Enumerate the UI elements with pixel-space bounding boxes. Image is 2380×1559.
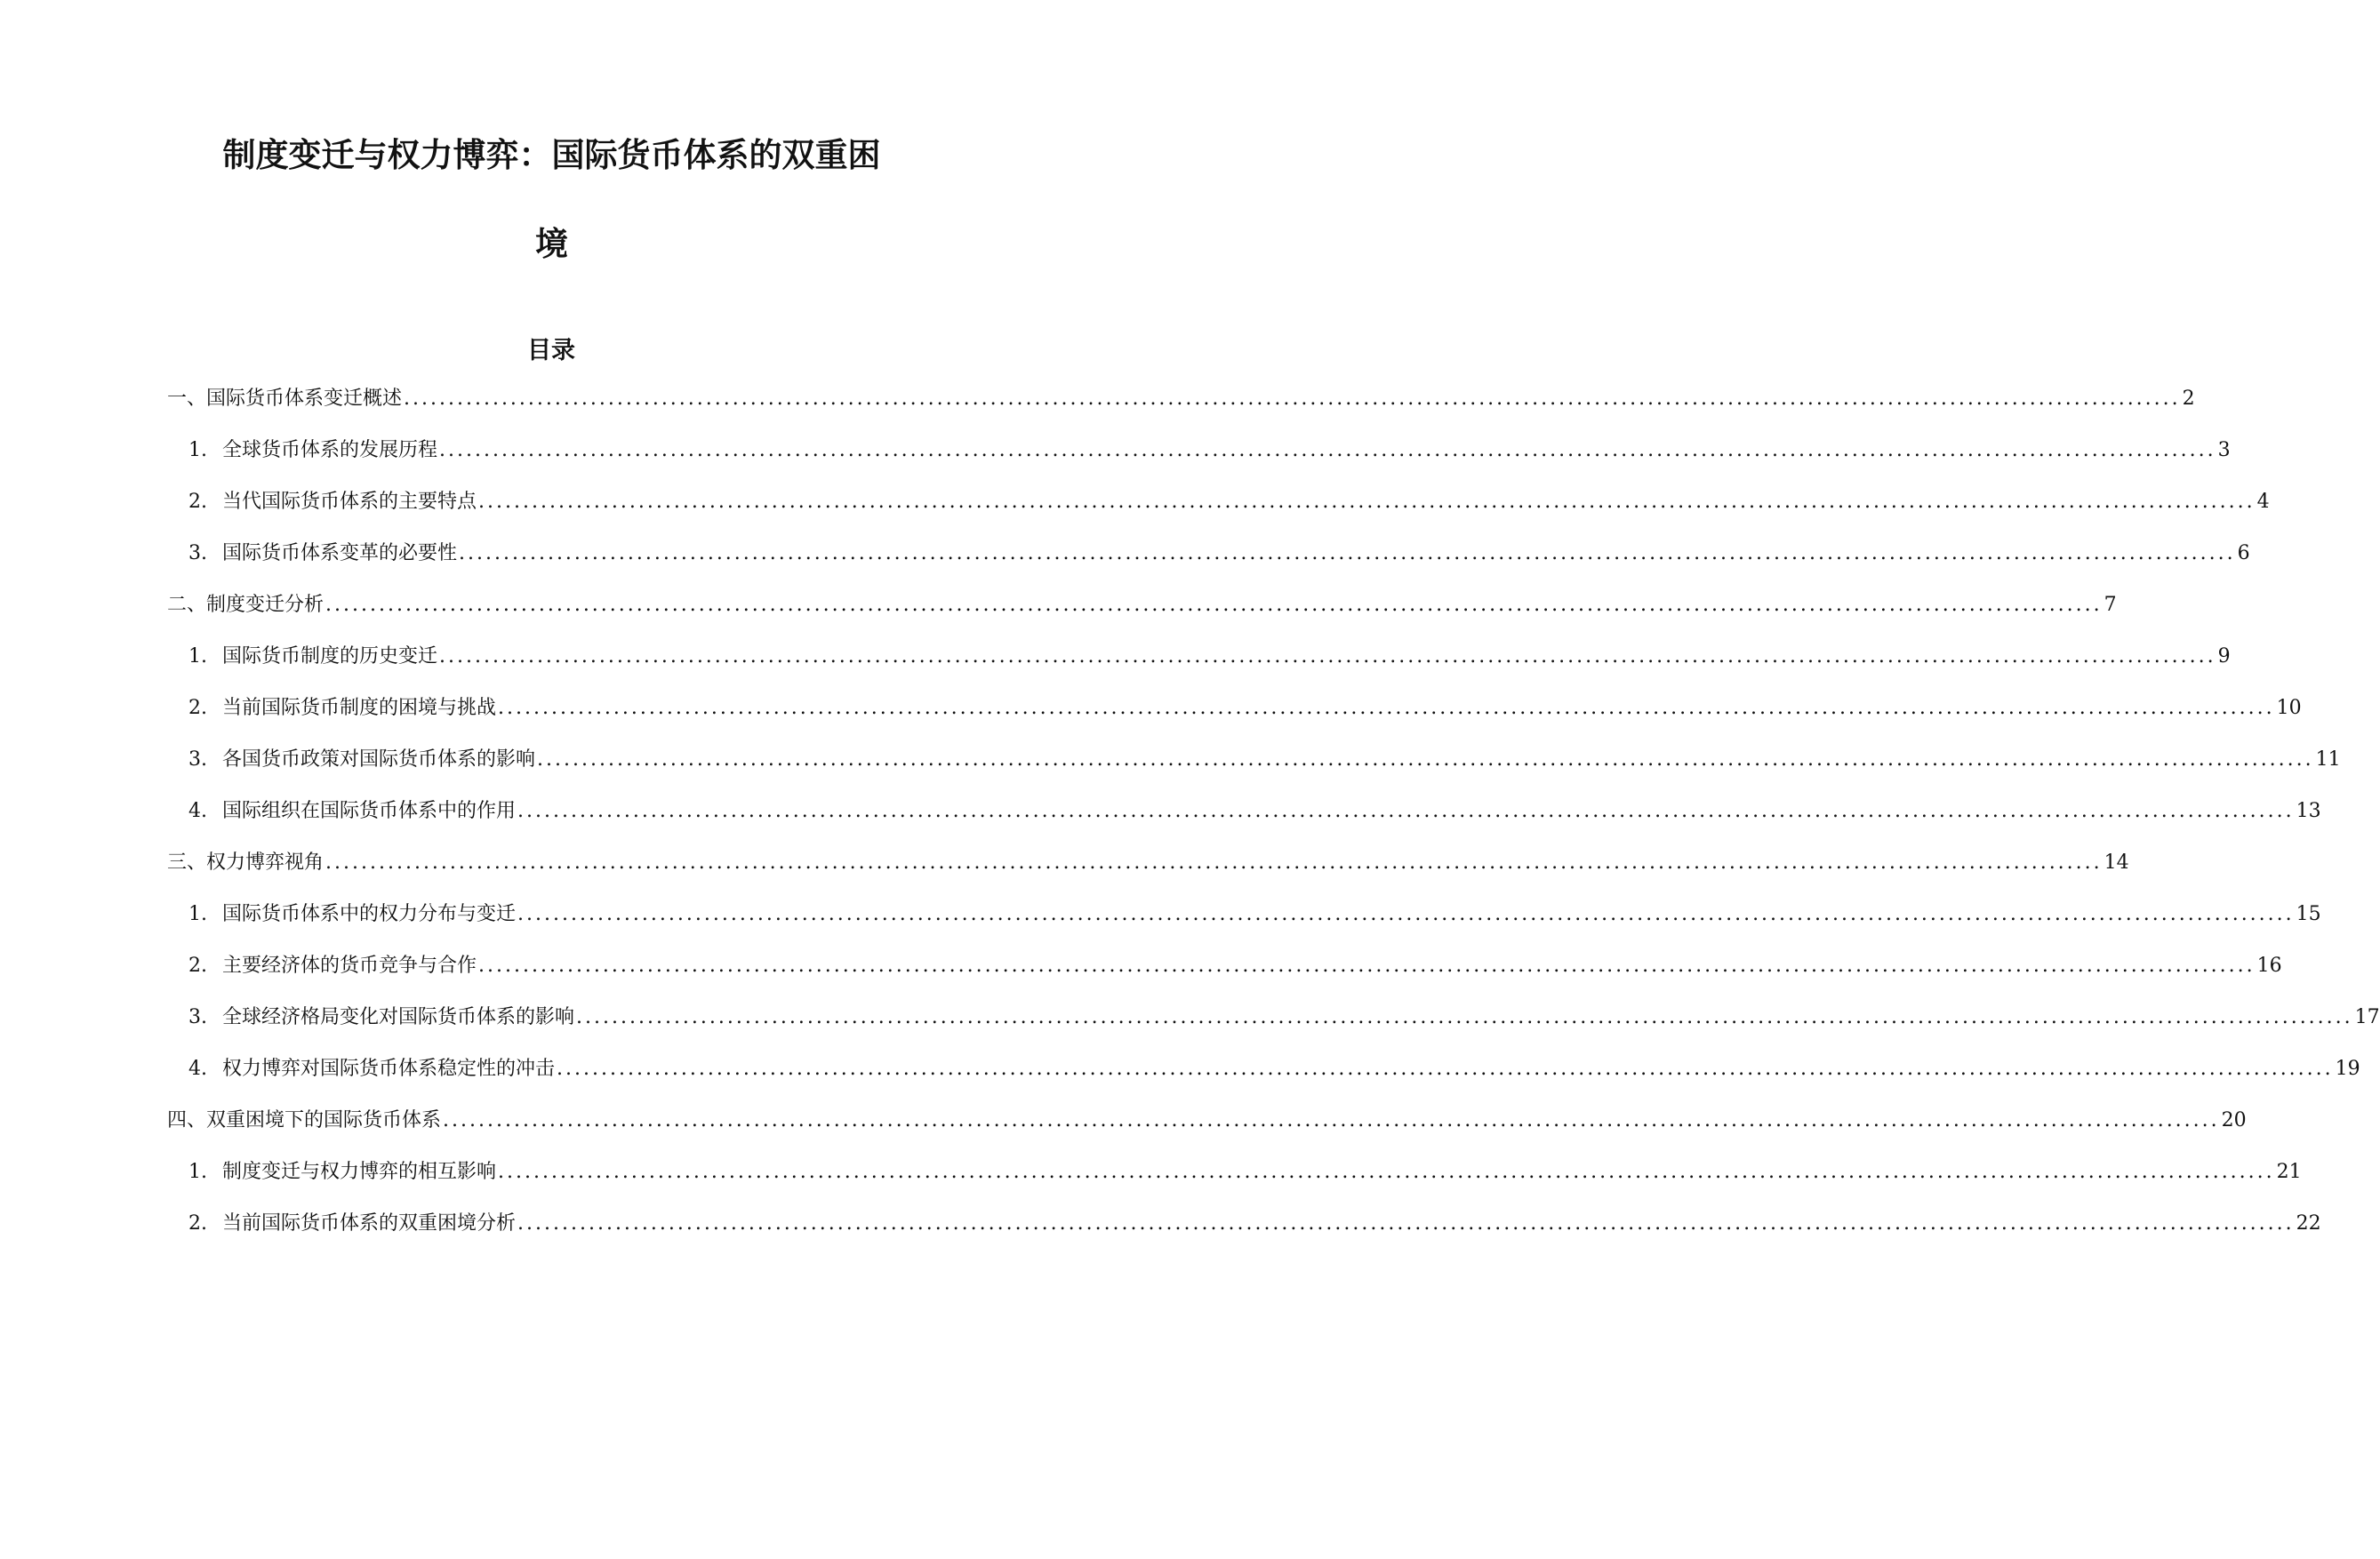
toc-dot-leader: ........................................................................................................................................................................................................	[537, 748, 2314, 771]
toc-section-entry[interactable]	[188, 489, 2270, 516]
toc-section-entry[interactable]	[188, 695, 2302, 722]
toc-entry-number: 2.	[188, 1212, 207, 1235]
toc-entry-label: 权力博弈对国际货币体系稳定性的冲击	[222, 1058, 556, 1080]
toc-entry-label: 四、双重困境下的国际货币体系	[167, 1109, 442, 1131]
toc-dot-leader: ........................................................................................................................................................................................................	[443, 1109, 2220, 1131]
toc-page-number: 13	[2296, 800, 2321, 822]
toc-entry-label: 全球经济格局变化对国际货币体系的影响	[222, 1006, 575, 1028]
toc-dot-leader: ........................................................................................................................................................................................................	[517, 1212, 2295, 1235]
toc-section-entry[interactable]	[188, 1056, 2360, 1083]
toc-page-number: 22	[2296, 1212, 2321, 1235]
toc-entry-number: 3.	[188, 542, 207, 564]
toc-page-number: 3	[2217, 439, 2231, 461]
toc-entry-number: 1.	[188, 645, 207, 668]
toc-section-entry[interactable]	[188, 747, 2341, 773]
toc-dot-leader: ........................................................................................................................................................................................................	[439, 439, 2216, 461]
toc-entry-label: 各国货币政策对国际货币体系的影响	[222, 748, 536, 771]
toc-dot-leader: ........................................................................................................................................................................................................	[576, 1006, 2353, 1028]
toc-page-number: 16	[2256, 955, 2282, 977]
toc-page-number: 21	[2276, 1161, 2302, 1183]
toc-page-number: 10	[2276, 697, 2302, 719]
toc-entry-number: 3.	[188, 748, 207, 771]
toc-section-entry[interactable]	[188, 901, 2321, 928]
toc-chapter-entry[interactable]	[167, 592, 2117, 619]
toc-section-entry[interactable]	[188, 798, 2321, 825]
toc-page-number: 20	[2221, 1109, 2247, 1131]
toc-chapter-entry[interactable]	[167, 386, 2195, 412]
toc-dot-leader: ........................................................................................................................................................................................................	[404, 388, 2181, 410]
toc-entry-number: 1.	[188, 439, 207, 461]
toc-dot-leader: ........................................................................................................................................................................................................	[517, 903, 2295, 925]
toc-page-number: 14	[2104, 851, 2129, 874]
toc-entry-label: 制度变迁与权力博弈的相互影响	[222, 1161, 497, 1183]
toc-entry-number: 3.	[188, 1006, 207, 1028]
toc-dot-leader: ........................................................................................................................................................................................................	[325, 594, 2103, 616]
toc-dot-leader: ........................................................................................................................................................................................................	[459, 542, 2236, 564]
toc-dot-leader: ........................................................................................................................................................................................................	[325, 851, 2103, 874]
toc-chapter-entry[interactable]	[167, 850, 2129, 876]
toc-dot-leader: ........................................................................................................................................................................................................	[478, 491, 2256, 513]
toc-entry-label: 国际货币体系中的权力分布与变迁	[222, 903, 517, 925]
toc-section-entry[interactable]	[188, 1159, 2302, 1186]
toc-section-entry[interactable]	[188, 540, 2250, 567]
toc-page-number: 6	[2237, 542, 2250, 564]
toc-entry-label: 当代国际货币体系的主要特点	[222, 491, 477, 513]
document-title-line-2: 境	[535, 224, 568, 263]
toc-page-number: 4	[2256, 491, 2270, 513]
toc-entry-label: 国际组织在国际货币体系中的作用	[222, 800, 517, 822]
toc-section-entry[interactable]	[188, 437, 2231, 464]
toc-section-entry[interactable]	[188, 1004, 2380, 1031]
toc-dot-leader: ........................................................................................................................................................................................................	[517, 800, 2295, 822]
toc-entry-number: 2.	[188, 955, 207, 977]
toc-entry-label: 三、权力博弈视角	[167, 851, 325, 874]
toc-entry-number: 4.	[188, 800, 207, 822]
toc-entry-number: 1.	[188, 1161, 207, 1183]
toc-dot-leader: ........................................................................................................................................................................................................	[498, 1161, 2275, 1183]
toc-section-entry[interactable]	[188, 644, 2231, 670]
toc-page-number: 11	[2315, 748, 2341, 771]
toc-entry-label: 当前国际货币制度的困境与挑战	[222, 697, 497, 719]
toc-dot-leader: ........................................................................................................................................................................................................	[439, 645, 2216, 668]
toc-entry-number: 2.	[188, 697, 207, 719]
toc-section-entry[interactable]	[188, 953, 2282, 979]
toc-dot-leader: ........................................................................................................................................................................................................	[478, 955, 2256, 977]
toc-page-number: 7	[2104, 594, 2117, 616]
toc-page-number: 9	[2217, 645, 2231, 668]
toc-entry-label: 主要经济体的货币竞争与合作	[222, 955, 477, 977]
toc-entry-number: 4.	[188, 1058, 207, 1080]
toc-heading: 目录	[527, 337, 575, 364]
document-title-line-1: 制度变迁与权力博弈：国际货币体系的双重困	[222, 135, 881, 174]
toc-dot-leader: ........................................................................................................................................................................................................	[557, 1058, 2334, 1080]
toc-entry-label: 国际货币制度的历史变迁	[222, 645, 438, 668]
toc-page-number: 15	[2296, 903, 2321, 925]
toc-chapter-entry[interactable]	[167, 1107, 2247, 1134]
toc-entry-label: 一、国际货币体系变迁概述	[167, 388, 403, 410]
toc-page-number: 19	[2335, 1058, 2360, 1080]
toc-entry-number: 2.	[188, 491, 207, 513]
toc-section-entry[interactable]	[188, 1211, 2321, 1237]
toc-entry-label: 国际货币体系变革的必要性	[222, 542, 458, 564]
toc-entry-number: 1.	[188, 903, 207, 925]
toc-page-number: 17	[2354, 1006, 2380, 1028]
toc-entry-label: 全球货币体系的发展历程	[222, 439, 438, 461]
toc-entry-label: 二、制度变迁分析	[167, 594, 325, 616]
toc-entry-label: 当前国际货币体系的双重困境分析	[222, 1212, 517, 1235]
toc-page-number: 2	[2182, 388, 2195, 410]
toc-dot-leader: ........................................................................................................................................................................................................	[498, 697, 2275, 719]
